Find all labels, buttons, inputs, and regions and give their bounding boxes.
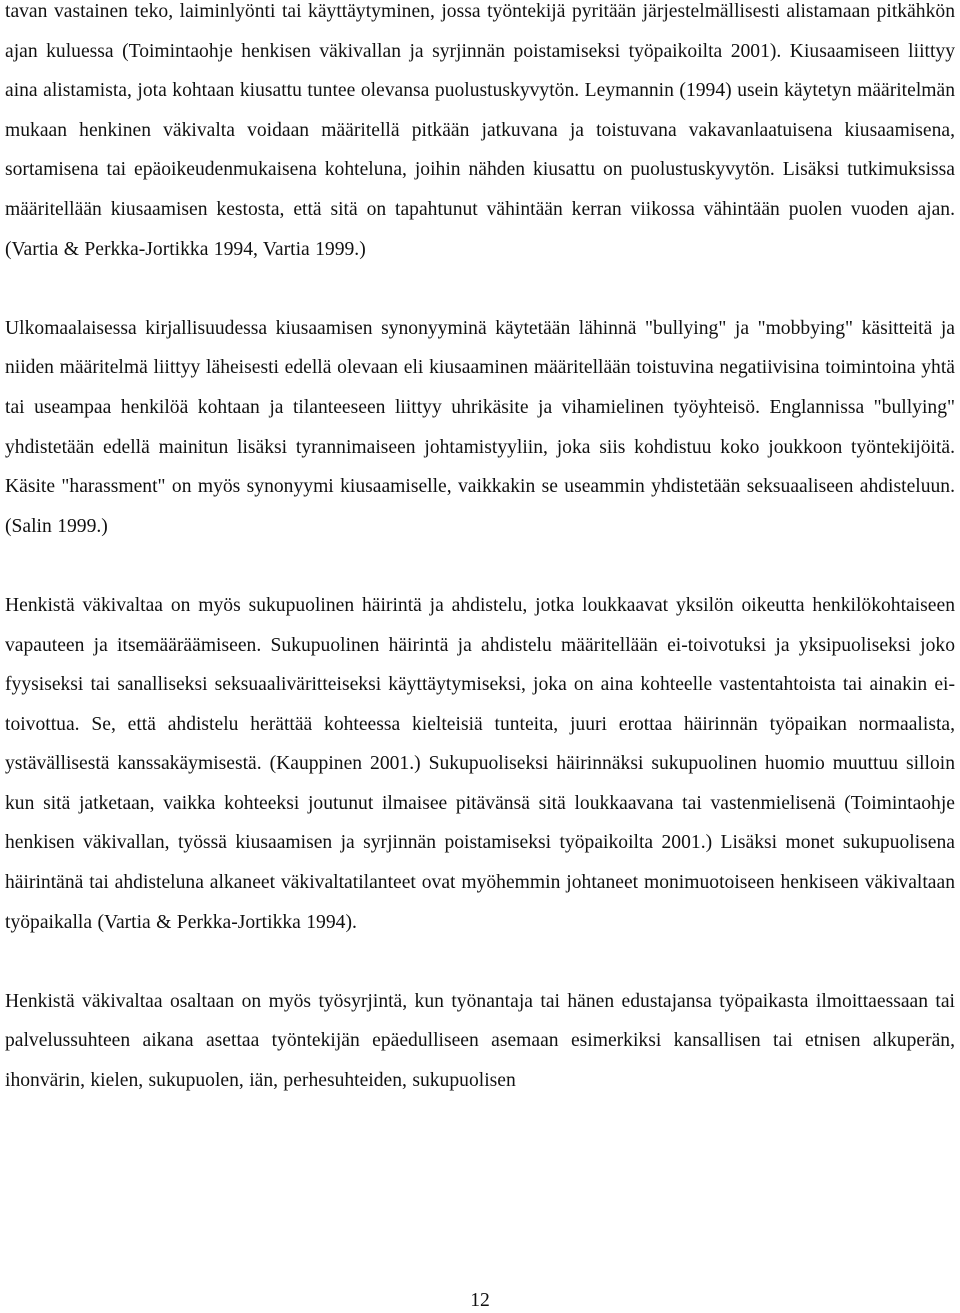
document-page [5,0,955,1101]
paragraph-foreign-literature-terms: Ulkomaalaisessa kirjallisuudessa kiusaamisen synonyyminä käytetään lähinnä "bullying" ja "mobbying" käsitteitä ja niiden määritelmä liittyy läheisesti edellä olevaan eli kiusaaminen määritellään toistuvina negatiivisina toimintoina yhtä tai useampaa henkilöä kohtaan ja tilanteeseen liittyy uhrikäsite ja vihamielinen työyhteisö. Englannissa "bullying" yhdistetään edellä mainitun lisäksi tyrannimaiseen johtamistyyliin, joka siis kohdistuu koko joukkoon työntekijöitä. Käsite "harassment" on myös synonyymi kiusaamiselle, vaikkakin se useammin yhdistetään seksuaaliseen ahdisteluun. (Salin 1999.) [5,317,955,537]
page-number: 12 [470,1290,490,1311]
paragraph-sexual-harassment: Henkistä väkivaltaa on myös sukupuolinen häirintä ja ahdistelu, jotka loukkaavat yksilön oikeutta henkilökohtaiseen vapauteen ja itsemääräämiseen. Sukupuolinen häirintä ja ahdistelu määritellään ei-toivotuksi ja yksipuoliseksi joko fyysiseksi tai sanalliseksi seksuaaliväritteiseksi käyttäytymiseksi, joka on aina kohteelle vastentahtoista tai ainakin ei-toivottua. Se, että ahdistelu herättää kohteessa kielteisiä tunteita, juuri erottaa häirinnän työpaikan normaalista, ystävällisestä kanssakäymisestä. (Kauppinen 2001.) Sukupuoliseksi häirinnäksi sukupuolinen huomio muuttuu silloin kun sitä jatketaan, vaikka kohteeksi joutunut ilmaisee pitävänsä sitä loukkaavana tai vastenmielisenä (Toimintaohje henkisen väkivallan, työssä kiusaamisen ja syrjinnän poistamiseksi työpaikoilta 2001.) Lisäksi monet sukupuolisena häirintänä tai ahdisteluna alkaneet väkivaltatilanteet ovat myöhemmin johtaneet monimuotoiseen henkiseen väkivaltaan työpaikalla (Vartia & Perkka-Jortikka 1994). [5,594,955,933]
paragraph-workplace-bullying-definition: tavan vastainen teko, laiminlyönti tai käyttäytyminen, jossa työntekijä pyritään järjestelmällisesti alistamaan pitkähkön ajan kuluessa (Toimintaohje henkisen väkivallan ja syrjinnän poistamiseksi työpaikoilta 2001). Kiusaamiseen liittyy aina alistamista, jota kohtaan kiusattu tuntee olevansa puolustuskyvytön. Leymannin (1994) usein käytetyn määritelmän mukaan henkinen väkivalta voidaan määritellä pitkään jatkuvana ja toistuvana vakavanlaatuisena kiusaamisena, sortamisena tai epäoikeudenmukaisena kohteluna, joihin nähden kiusattu on puolustuskyvytön. Lisäksi tutkimuksissa määritellään kiusaamisen kestosta, että sitä on tapahtunut vähintään kerran viikossa vähintään puolen vuoden ajan. (Vartia & Perkka-Jortikka 1994, Vartia 1999.) [5,1,955,260]
paragraph-workplace-discrimination: Henkistä väkivaltaa osaltaan on myös työsyrjintä, kun työnantaja tai hänen edustajansa työpaikasta ilmoittaessaan tai palvelussuhteen aikana asettaa työntekijän epäedulliseen asemaan esimerkiksi kansallisen tai etnisen alkuperän, ihonvärin, kielen, sukupuolen, iän, perhesuhteiden, sukupuolisen [5,990,955,1092]
